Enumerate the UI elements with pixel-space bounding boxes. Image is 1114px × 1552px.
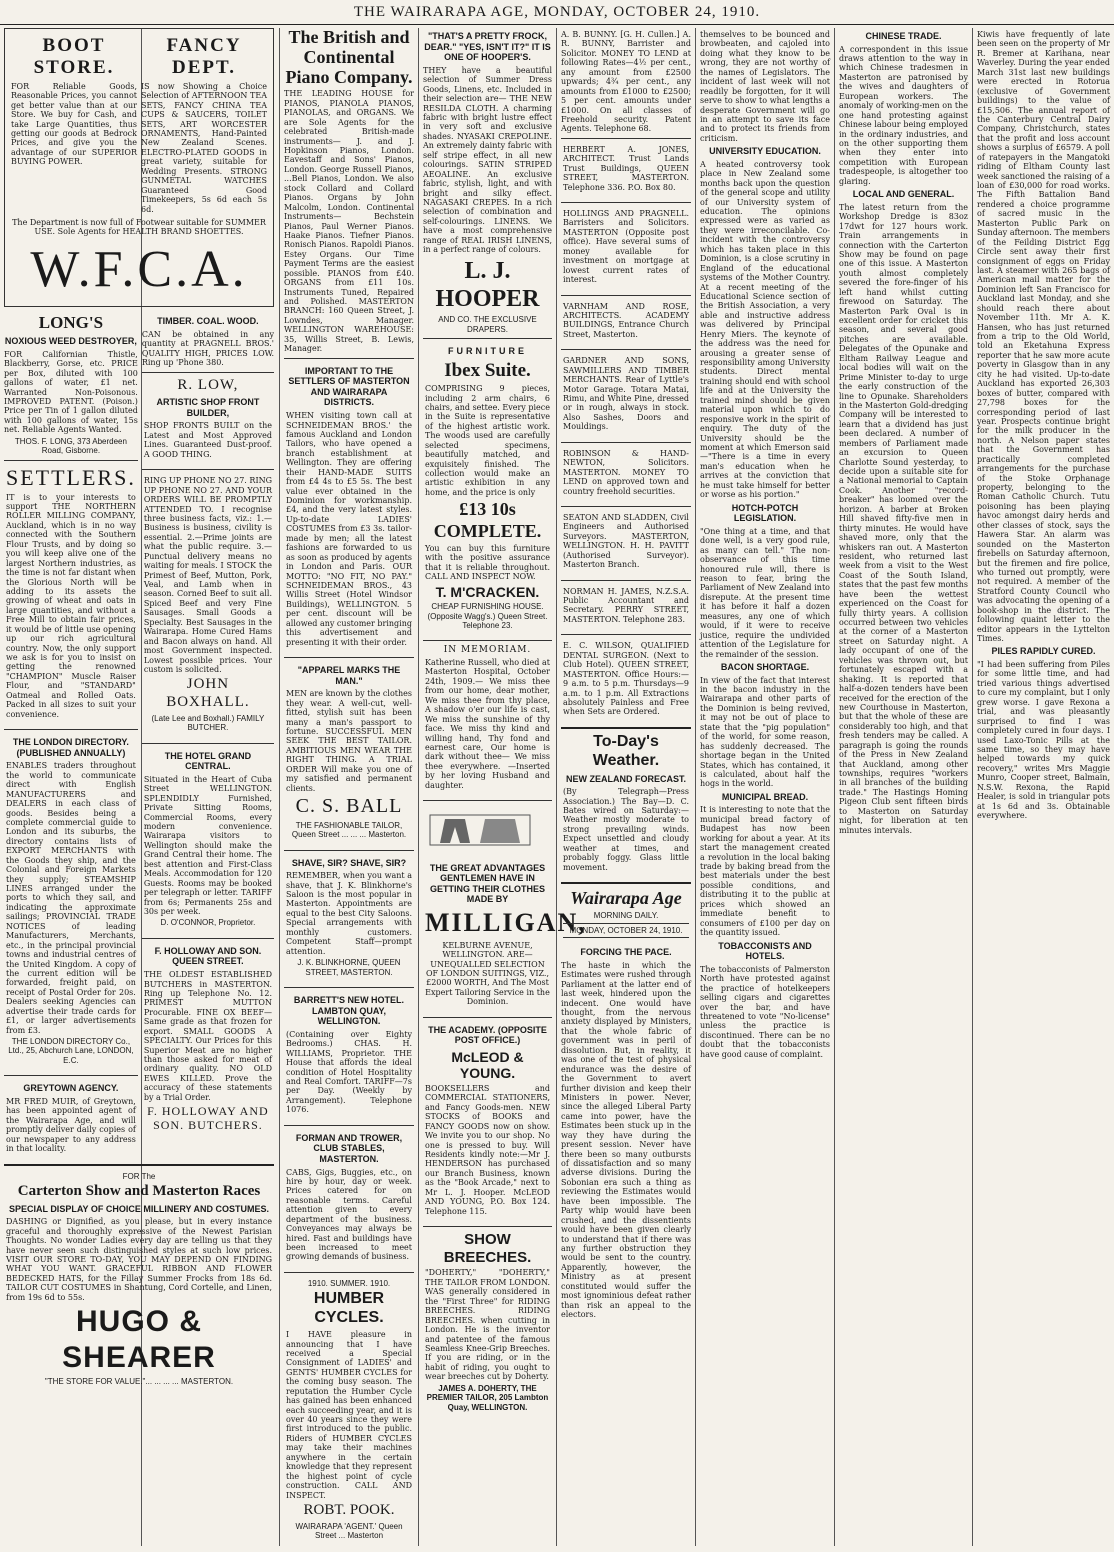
herbert-card: HERBERT A. JONES, ARCHITECT. Trust Lands Trust Buildings, QUEEN STREET, MASTERTON. Telephone 336. P.O. Box 80. <box>563 144 689 192</box>
forcing-continued: themselves to be bounced and browbeaten, and cajoled into doing what they know to be wrong, they are not worthy of the names of Legislators. The incident of last week will not readily be forgotten, for it will serve to show to what lengths a desperate Government will go in an attempt to save its face and to protect its friends from criticism. <box>700 30 830 143</box>
wfca-advert <box>4 28 274 307</box>
directory-title: THE LONDON DIRECTORY. (PUBLISHED ANNUALLY) <box>12 737 129 758</box>
holloway-text: THE OLDEST ESTABLISHED BUTCHERS in MASTERTON. Ring up Telephone No. 12. PRIMEST MUTTON Procurable. FINE OX BEEF—Same grade as that frozen for export. SMALL GOODS A SPECIALTY. Our Prices for this Superior Meat are no higher than those asked for meat of ordinary quality. NO OLD EWES KILLED. Prove the accuracy of these statements by a Trial Order. <box>143 970 272 1102</box>
column-rule <box>972 28 973 1546</box>
hotch-text: "One thing at a time, and that done well, is a very good rule, as many can tell." The non-observance of this time honoured rule will, there is reason to fear, bring the Parliament of New Zealand into disrepute. At the present time it has before it half a dozen measures, any one of which would, if it were to receive justice, require the undivided attention of the Legislature for the remainder of the session. <box>700 526 830 659</box>
weather-sub: NEW ZEALAND FORECAST. <box>566 773 686 784</box>
cycles-title: HUMBER CYCLES. <box>313 1290 385 1327</box>
forman-text: CABS, Gigs, Buggies, etc., on hire by hour, day or week. Prices catered for on reasonable terms. Careful attention given to every department of the business. Conveyances may always be hired. Fast and buildings have been increased to meet growing demands of business. <box>286 1167 412 1262</box>
tobacco-text: The tobacconists of Palmerston North have protested against the practice of hotelkeepers selling cigars and cigarettes over the bar, and have threatened to vote "No-license" unless the practice is discontinued. There can be no doubt that the tobacconists have good cause of complaint. <box>700 964 830 1059</box>
low-title: R. LOW, <box>177 376 239 393</box>
hooper-sub: AND CO. THE EXCLUSIVE DRAPERS. <box>438 315 537 334</box>
university-text: A heated controversy took place in New Zealand some months back upon the question of the general scope and utility of our University system of education. The opinions expressed were as varied as they were irreconcilable. Co-incident with the controversy which has taken place in this Dominion, is a close scrutiny in England of the educational systems of the Mother Country. At a recent meeting of the Educational Science section of the British Association, a very able and instructive address was delivered by Principal Henry Miers. The keynote of the address was the need for arousing a greater sense of responsibility among University students. Direct mental training should end with school life and at the University the trained mind should be given material upon which to do responsive work in the spirit of enquiry. The duty of the University should be the moment at which Emerson said—"There is a time in every man's education when he arrives at the conviction that he must take himself for better or worse as his portion." <box>700 159 830 500</box>
milligan-lead: THE GREAT ADVANTAGES GENTLEMEN HAVE IN GETTING THEIR CLOTHES MADE BY <box>429 862 546 905</box>
ibex-price: £13 10s COMPLETE. <box>433 499 542 541</box>
settlers-text: IT is to your interests to support THE NORTHERN ROLLER MILLING COMPANY, Auckland, which is in no way connected with the Southern Flour Trusts, and by doing so you will keep alive one of the largest Northern industries, as the time is not far distant when the Glorious North will be adding to its assets the growing of wheat and oats in large quantities, and without a Free Mill to obtain fair prices, it would be of little use opening up our rich agricultural country. Now, the only support we ask is for you to insist on getting the renowned "CHAMPION" Muscle Raiser Flour, and "STANDARD" Oatmeal and Rolled Oats. Packed in all sizes to suit your convenience. <box>6 492 136 719</box>
forcing-text: The haste in which the Estimates were rushed through Parliament at the latter end of last week, hindered upon the indecent. One would have thought, from the nervous anxiety displayed by Ministers, that the whole fabric of government was in peril of dissolution. But, in reality, it was one of the test of physical endurance was the desire of the Government to avert further division and keep their Ministers in power. Never, since the alleged Liberal Party came into power, have the Estimates been stuck up in the way they have during the present session. Never have there been so many outbursts of dissatisfaction and so many adverse divisions. During the Sobonian era such a thing as reviewing the Estimates would have been impossible. The Party whip would have been crushed, and the dissentients would have been given clearly to understand that if there was any further obstruction they would be sent to the country. Apparently, however, the Ministry as at present constituted would suffer the most ignominious defeat rather than risk an appeal to the electors. <box>561 960 691 1320</box>
column-rule <box>834 28 835 1546</box>
barrett-text: (Containing over Eighty Bedrooms.) CHAS. H. WILLIAMS, Proprietor. THE House that affords the ideal condition of Hotel Hospitality and Real Comfort. TARIFF—7s per Day. (Weekly by Arrangement). Telephone 1076. <box>286 1029 412 1115</box>
hugo-shearer-sub: "THE STORE FOR VALUE."... ... ... ... MASTERTON. <box>44 1377 234 1386</box>
weather-title: To-Day's Weather. <box>592 732 660 769</box>
furniture-label: FURNITURE <box>448 346 527 357</box>
gardner-card: GARDNER AND SONS, SAWMILLERS AND TIMBER MERCHANTS. Rear of Lyttle's Motor Garage. Totara Matai, Rimu, and White Pine, dressed or in rough, always in stock. Also Sashes, Doors and Mouldings. <box>563 356 689 432</box>
norman-card: NORMAN H. JAMES, N.Z.S.A. Public Accountant and Secretary. PERRY STREET, MASTERTON. Telephone 283. <box>563 586 689 624</box>
greytown-text: MR FRED MUIR, of Greytown, has been appointed agent of the Wairarapa Age, and will promptly deliver daily copies of our newspaper to any address in that locality. <box>6 1096 136 1154</box>
low-sub: ARTISTIC SHOP FRONT BUILDER, <box>156 397 260 418</box>
milligan-title: MILLIGAN, <box>425 908 587 937</box>
boxhall-sub: (Late Lee and Boxhall.) FAMILY BUTCHER. <box>151 713 265 733</box>
bunny-card: A. B. BUNNY. [G. H. Cullen.] A. R. BUNNY, Barrister and Solicitor. MONEY TO LEND at following Rates—4½ per cent., any amount from £2500 upwards; 4¾ per cent., any amounts from £1000 to £2500; 5 per cent. amounts under £1000. On all classes of Freehold security. Patent Agents. Telephone 68. <box>561 30 691 134</box>
pook-sub: WAIRARAPA 'AGENT.' Queen Street ... Masterton <box>295 1521 403 1541</box>
column-5 <box>561 28 691 1546</box>
column-rule <box>695 28 696 1546</box>
apparel-title: "APPAREL MARKS THE MAN." <box>297 665 401 686</box>
hugo-shearer-title: HUGO & SHEARER <box>62 1305 216 1374</box>
university-title: UNIVERSITY EDUCATION. <box>709 146 821 157</box>
forcing-title: FORCING THE PACE. <box>580 947 672 958</box>
fancy-dept-title: FANCY DEPT. <box>166 35 242 79</box>
hotel-title: THE HOTEL GRAND CENTRAL. <box>164 750 252 772</box>
local-text: The latest return from the Workshop Dredge is 83oz 17dwt for 127 hours work. Train arrangements in connection with the Carterton Show may be found on page one of this issue. A Masterton youth almost completely severed the fore-finger of his left hand whilst cutting firewood on Saturday. The Masterton Park Oval is in excellent order for cricket this season, and several good pitches are available. Delegates of the Opunake and Eltham Railway League and local bodies will wait on the Prime Minister to-day to urge the early construction of the line to Opunake. Shareholders in the Masterton Gold-dredging Company will be interested to learn that a dividend has just been declared. A number of members of Parliament made an excursion to Queen Charlotte Sound yesterday, to decide upon a suitable site for a National memorial to Captain Cook. Another "record-breaker" has loomed over the horizon. A barber at Broken Hill shaved fifty-five men in thirty minutes. He would have shaved more, only that the whiskers ran out. A Masterton resident, who returned last week from a visit to the West Coast of the South Island, states that the past few months have been the wettest experienced on the Coast for fully thirty years. A collision occurred between two vehicles at the corner of a Masterton street on Saturday night. A lady occupant of one of the vehicles was thrown out, but fortunately escaped with a shaking. It is reported that half-a-dozen tenders have been received for the erection of the new Courthouse in Masterton, but that the whole of these are considerably too high, and that fresh tenders may be called. A paragraph is going the rounds of the Press in New Zealand that Auckland, among other townships, requires "workers in all branches of the building trade." The Hastings Homing Pigeon Club sent fifteen birds to Masterton on Saturday night, for liberation at ten minutes intervals. <box>839 202 968 835</box>
department-text: The Department is now full of Footwear suitable for SUMMER USE. Sole Agents for HEALTH BRAND SHOETTES. <box>12 217 266 237</box>
timber-text: CAN be obtained in any quantity at PRAGNELL BROS.' QUALITY HIGH, PRICES LOW. Ring up 'Phone 380. <box>141 329 274 368</box>
column-1 <box>4 313 138 1159</box>
frock-text: THEY have a beautiful selection of Summer Dress Goods, Linens, etc. Included in their selection are— THE NEW RESILDA CLOTH. A charming fabric with bright lustre effect in very soft and exclusive shades. NYASAKI CREPOLINE. An extremely dainty fabric with self stripe effect, in all new colourings. SATIN STRIPED AEOALINE. An exclusive fabric, stylish, light, and with bright and silky effect. NAGASAKI CREPES. In a rich selection of combination and self-colourings. LINENS. We have a most comprehensive range of REAL IRISH LINENS, in a perfect range of colours. <box>423 65 552 255</box>
ball-sub: THE FASHIONABLE TAILOR, Queen Street ... ... ... Masterton. <box>291 820 407 840</box>
butcher-text: RING UP PHONE NO 27. RING UP PHONE NO 27. AND YOUR ORDERS WILL BE PROMPTLY ATTENDED TO. I recognise three business facts, viz.: 1.—Business is business, civility is essential. 2.—Prime joints are what the public require. 3.—Punctual delivery means no waiting for meals. I STOCK the Primest of Beef, Mutton, Pork, Veal, and Lamb when in season. Corned Beef to suit all. Spiced Beef and very Fine Sausages. Small Goods a Specialty. Best Sausages in the Wairarapa. Home Cured Hams and Bacon always on hand. All most Government inspected. Lowest possible prices. Your custom is solicited. <box>143 476 272 674</box>
age-date: MONDAY, OCTOBER 24, 1910. <box>563 923 689 938</box>
holloway-title: F. HOLLOWAY AND SON. QUEEN STREET. <box>154 945 262 967</box>
longs-sub: NOXIOUS WEED DESTROYER, <box>4 336 137 347</box>
local-continued: Kiwis have frequently of late been seen on the property of Mr R. Bremer at Karihana, near Waverley. During the year ended March 31st last new buildings were erected in Rotorua (exclusive of Government buildings) to the value of £15,506. The annual report of the Canterbury Central Dairy Company, Christchurch, states that the profit and loss account shows a surplus of £6579. A poll of ratepayers in the Mangatoki riding of Eltham County last week sanctioned the raising of a loan of £30,000 for road works. The Fifth Battalion Band rendered a choice programme of sacred music in the Masterton Public Park on Sunday afternoon. The members of the Feilding District Egg Circle sent away their first consignment of eggs on Friday last. A steamer with 265 bags of American mail matter for the Dominion left San Francisco for Auckland last Monday, and she should reach there about November 11th. Mr A. K. Hansen, who has just returned from a trip to the Old World, told an Eketahuna Express reporter that he saw more acute poverty in Glasgow than in any city he had visited. Up-to-date Auckland has exported 26,303 boxes of butter, compared with 27,798 boxes for the corresponding period of last year. Prospects continue bright for the milk producer in the north. A Nelson paper states that the Government has practically completed arrangements for the purchase of the Stoke Orphanage property, belonging to the Roman Catholic Church. Tutu poisoning has been playing havoc amongst dairy herds and other classes of stock, says the Hawera Star. An alarm was sounded on the Masterton firebells on Saturday afternoon, but the firemen and fire police, who turned out promptly, were not required. A member of the Stratford County Council who was advocating the opening of a book-shop in the district. The following quaint letter to the editor appears in the Lyttelton Times. <box>977 30 1110 643</box>
municipal-text: It is interesting to note that the municipal bread factory of Budapest has now been working for about a year. At its start the management created a revolution in the local baking trade by baking bread from the best materials under the best possible conditions, and distributing it to the public at prices which showed an immediate benefit to consumers of £100 per day on the quantity issued. <box>700 805 830 938</box>
british-piano-text: THE LEADING HOUSE for PIANOS, PIANOLA PIANOS, PIANOLAS, and ORGANS. We are Sole Agents for the celebrated British-made instruments— J. and J. Hopkinson Pianos, London. Eavestaff and Sons' Pianos, London. George Russell Pianos, ...Bell Pianos, London. We also stock Collard and Collard Pianos. Organs by John Malcolm, London. Continental Instruments— Bechstein Pianos, Paul Werner Pianos. Haake Pianos. Tiefner Pianos. Ronisch Pianos. Rapoldi Pianos. Estey Organs. Our Time Payment Terms are the easiest possible. PIANOS from £40. ORGANS from £11 10s. Instruments Tuned, Repaired and Polished. MASTERTON BRANCH: 160 Queen Street, J. Lowndes, Manager. WELLINGTON WAREHOUSE: 35, Willis Street, B. Lewis, Manager. <box>284 89 414 354</box>
breeches-title: SHOW BREECHES. <box>443 1231 532 1266</box>
varnham-card: VARNHAM AND ROSE, ARCHITECTS. ACADEMY BUILDINGS, Entrance Church Street, Masterton. <box>563 301 689 339</box>
column-7 <box>839 28 968 1546</box>
ibex-text: COMPRISING 9 pieces, including 2 arm chairs, 6 chairs, and settee. Every piece in the Suite is representative of the highest artistic work. The woods used are carefully selected specimens, beautifully matched, and exquisitely finished. The collection would make an artistic exhibition in any home, and the price is only <box>425 384 550 497</box>
piles-title: PILES RAPIDLY CURED. <box>991 646 1096 657</box>
shave-signature: J. K. BLINKHORNE, QUEEN STREET, MASTERTON. <box>297 958 401 977</box>
bacon-title: BACON SHORTAGE. <box>720 661 810 672</box>
carterton-for: FOR The <box>122 1171 156 1181</box>
hooper-title: L. J. HOOPER <box>435 257 540 312</box>
academy-name: McLEOD & YOUNG. <box>451 1048 524 1082</box>
settlers-title: SETTLERS. <box>6 464 136 490</box>
ball-title: C. S. BALL <box>295 795 403 818</box>
shave-text: REMEMBER, when you want a shave, that J. K. Blinkhorne's Saloon is the most popular in Masterton. Appointments are equal to the best City Saloons. Special arrangements with monthly customers. Competent Staff—prompt attention. <box>286 871 412 956</box>
breeches-text: "DOHERTY," "DOHERTY," THE TAILOR FROM LONDON. WAS generally considered in the "First Three" for RIDING BREECHES. RIDING BREECHES. when cutting in London. He is the inventor and patentee of the famous Seamless Knee-Grip Breeches. If you are riding, or in the habit of riding, you ought to wear breeches cut by Doherty. <box>425 1268 550 1382</box>
low-text: SHOP FRONTS BUILT on the Latest and Most Approved Lines. Guaranteed Dust-proof. A GOOD THING. <box>143 421 272 459</box>
timber-title: TIMBER. COAL. WOOD. <box>157 316 259 327</box>
carterton-text: DASHING or Dignified, as you please, but in every instance graceful and thoroughly expressive of the Newest Parisian Thoughts. No wonder Ladies every day are telling us that they have never seen such distinguished styles at such low prices. VISIT OUR STORE TO-DAY, YOU MAY DEPEND ON FINDING WHAT YOU WANT. GRACEFUL RIBBON AND FLOWER BEDECKED HATS, for the Fillay Summer Frocks from 18s 6d. TAILOR CUT COSTUMES in Shantung, Cord Cortelle, and Linen, from 19s 6d to 55s. <box>6 1217 272 1302</box>
academy-text: BOOKSELLERS and COMMERCIAL STATIONERS, and Fancy Goods-men. NEW STOCKS of BOOKS and FANCY GOODS now on show. We invite you to our shop. No one is pressed to buy. Will Residents kindly note:—Mr J. HENDERSON has purchased our Branch Business, known as the "Book Arcade," next to Mr L. J. Hooper. McLEOD AND YOUNG, P.O. Box 124. Telephone 115. <box>425 1083 550 1216</box>
schneideman-text: WHEN visiting town call at SCHNEIDEMAN BROS.' the famous Auckland and London Tailors, who have opened a branch establishment at Wellington. They are offering their HAND-MADE SUITS from £4 4s to £5 5s. The best value ever obtained in the Dominion for workmanship. £4, and the very latest styles. Up-to-date LADIES' COSTUMES from £3 3s. tailor-made by men; all the latest fashions are forwarded to us as soon as produced by agents in London and Paris. OUR MOTTO: "NO FIT, NO PAY." SCHNEIDEMAN BROS., 43 Willis Street (Hotel Windsor Buildings), WELLINGTON. 5 per cent. discount will be allowed any customer bringing this advertisement and presenting it with their order. <box>286 411 412 647</box>
hollings-card: HOLLINGS AND PRAGNELL. Barristers and Solicitors. MASTERTON (Opposite post office). Have several sums of money available for investment on mortgage at lowest current rates of interest. <box>563 209 689 285</box>
age-sub: MORNING DAILY. <box>593 911 659 921</box>
apparel-text: MEN are known by the clothes they wear. A well-cut, well-fitted, stylish suit has been many a man's passport to fortune. SUCCESSFUL MEN SEEK THE BEST TAILOR. AMBITIOUS MEN WEAR THE RIGHT THING. A TRIAL ORDER Will make you one of my satisfied and permanent clients. <box>286 689 412 793</box>
page-masthead: THE WAIRARAPA AGE, MONDAY, OCTOBER 24, 1910. <box>0 0 1114 25</box>
hotch-title: HOTCH-POTCH LEGISLATION. <box>731 502 799 524</box>
academy-title: THE ACADEMY. (OPPOSITE POST OFFICE.) <box>428 1024 547 1046</box>
chinese-text: A correspondent in this issue draws attention to the way in which Chinese tradesmen in Masterton are patronised by the wives and daughters of European workers. The anomaly of working-men on the one hand protesting against Chinese labour being employed in the ordinary industries, and on the other supporting them when they enter into competition with European tradespeople, is altogether too glaring. <box>839 44 968 186</box>
robinson-card: ROBINSON & HAND-NEWTON, Solicitors. MASTERTON. MONEY TO LEND on approved town and country freehold securities. <box>563 448 689 496</box>
column-6 <box>700 28 830 1546</box>
cycles-text: I HAVE pleasure in announcing that I have received a Special Consignment of LADIES' and GENTS' HUMBER CYCLES for the coming busy season. The reputation the Humber Cycle has gained has been enhanced each succeeding year, and it is over 40 years since they were first introduced to the public. Riders of HUMBER CYCLES may take their machines anywhere in the certain knowledge that they represent the highest point of cycle construction. CALL AND INSPECT. <box>286 1330 412 1500</box>
frock-title: "THAT'S A PRETTY FROCK, DEAR." "YES, ISN'T IT?" IT IS ONE OF HOOPER'S. <box>424 31 551 63</box>
wilson-card: E. C. WILSON, QUALIFIED DENTAL SURGEON. (Next to Club Hotel). QUEEN STREET, MASTERTON. Office Hours:—9 a.m. to 5 p.m. Thursdays—9 a.m. to 1 p.m. All Extractions absolutely Painless and Free when Sets are Ordered. <box>563 641 689 717</box>
memoriam-title: IN MEMORIAM. <box>443 645 532 656</box>
wfca-logo: W.F.C.A. <box>30 240 248 298</box>
local-title: LOCAL AND GENERAL. <box>852 189 955 200</box>
hotel-text: Situated in the Heart of Cuba Street WELLINGTON. SPLENDIDLY Furnished, Private Sitting Rooms, Commercial Rooms, every modern convenience. Wairarapa visitors to Wellington should make the Grand Central their home. The best attention and First-Class Meals. Accommodation for 120 Guests. Rooms may be booked per telegraph or letter. TARIFF from 6s; Permanents 25s and 30s per week. <box>143 774 272 916</box>
milligan-text: KELBURNE AVENUE, WELLINGTON. ARE— UNEQUALLED SELECTION OF LONDON SUITINGS, VIZ., £2000 WORTH, And The Most Expert Tailoring Service in the Dominion. <box>425 940 550 1007</box>
ibex-title: Ibex Suite. <box>444 359 531 381</box>
british-piano-title: The British and Continental Piano Company. <box>285 27 413 87</box>
weather-text: (By Telegraph—Press Association.) The Bay—D. C. Bates wired on Saturday:— Weather mostly moderate to strong prevailing winds. Expect unsettled and cloudy weather at times, and probably foggy. Glass little movement. <box>563 787 689 872</box>
shave-title: SHAVE, SIR? SHAVE, SIR? <box>291 857 407 868</box>
column-8 <box>977 28 1110 1546</box>
boot-store-text: FOR Reliable Goods, Reasonable Prices, you cannot get better value than at our Store. We buy for Cash, and take Large Quantities, thus getting our goods at Bedrock Prices, and give you the advantage of our SUPERIOR BUYING POWER. <box>11 81 137 167</box>
barrett-title: BARRETT'S NEW HOTEL. LAMBTON QUAY, WELLINGTON. <box>293 994 405 1027</box>
seaton-card: SEATON AND SLADDEN, Civil Engineers and Authorised Surveyors. MASTERTON, WELLINGTON. H. H. PAVITT (Authorised Surveyor). Masterton Branch. <box>563 512 689 570</box>
boot-store-title: BOOT STORE. <box>33 35 115 79</box>
column-2 <box>142 313 274 1159</box>
boxhall-title: JOHN BOXHALL. <box>166 676 250 711</box>
mcracken-sub: CHEAP FURNISHING HOUSE. (Opposite Wagg's.) Queen Street. Telephone 23. <box>427 602 548 630</box>
trousers-illustration <box>425 809 535 853</box>
bacon-text: In view of the fact that interest in the bacon industry in the Wairarapa and other parts of the Dominion is being revived, it may not be out of place to state that the "pig population" of the world, for some reason, has suddenly decreased. The shortage began in the United States, which has contained, it is calculated, about half the hogs in the world. <box>700 675 830 789</box>
hugo-shearer-advert <box>4 1164 274 1393</box>
holloway-signature: F. HOLLOWAY AND SON. BUTCHERS. <box>147 1104 269 1133</box>
column-1-2 <box>4 28 274 1546</box>
forman-title: FORMAN AND TROWER, CLUB STABLES, MASTERTON. <box>295 1132 403 1164</box>
carterton-sub: SPECIAL DISPLAY OF CHOICE MILLINERY AND COSTUMES. <box>8 1203 270 1214</box>
hotel-proprietor: D. O'CONNOR, Proprietor. <box>160 918 256 928</box>
column-rule <box>418 28 419 1546</box>
column-rule <box>279 28 280 1546</box>
longs-address: THOS. F. LONG, 373 Aberdeen Road, Gisborne. <box>14 436 127 456</box>
carterton-title: Carterton Show and Masterton Races <box>17 1182 261 1199</box>
directory-text: ENABLES traders throughout the world to communicate direct with English MANUFACTURERS and DEALERS in each class of goods. Besides being a complete commercial guide to London and its suburbs, the directory contains lists of EXPORT MERCHANTS with the Goods they ship, and the Colonial and Foreign Markets they supply; STEAMSHIP LINES arranged under the ports to which they sail, and indicating the approximate sailings; PROVINCIAL TRADE NOTICES of leading Manufacturers, Merchants, etc., in the principal provincial towns and industrial centres of the United Kingdom. A copy of the current edition will be forwarded, freight paid, on receipt of Postal Order for 20s. Dealers seeking Agencies can advertise their trade cards for £1, or larger advertisements from £3. <box>6 761 136 1035</box>
greytown-title: GREYTOWN AGENCY. <box>23 1083 119 1094</box>
chinese-title: CHINESE TRADE. <box>865 31 942 41</box>
longs-title: LONG'S <box>38 313 104 333</box>
fancy-dept-text: IS now Showing a Choice Selection of AFTERNOON TEA SETS, FANCY CHINA TEA CUPS & SAUCERS, TOILET SETS, ART WORCESTER ORNAMENTS, Hand-Painted New Zealand Scenes. ELECTRO-PLATED GOODS in great variety, suitable for Wedding Presents. STRONG GUNMETAL WATCHES Guaranteed Good Timekeepers, 5s 6d each 5s 6d. <box>141 81 267 214</box>
mcracken-title: T. M'CRACKEN. <box>435 583 540 600</box>
doherty-signature: JAMES A. DOHERTY, THE PREMIER TAILOR, 205 Lambton Quay, WELLINGTON. <box>426 1383 549 1412</box>
column-3 <box>284 28 414 1546</box>
schneideman-title: IMPORTANT TO THE SETTLERS OF MASTERTON AND WAIRARAPA DISTRICTS. <box>288 365 410 408</box>
column-rule <box>556 28 557 1546</box>
directory-address: THE LONDON DIRECTORY Co., Ltd., 25, Abchurch Lane, LONDON, E.C. <box>8 1037 134 1065</box>
cycles-year: 1910. SUMMER. 1910. <box>307 1278 391 1288</box>
longs-text: FOR Californian Thistle, Blackberry, Gorse, etc. PRICE per Box, diluted with 100 gallons of water, £1 net. Warranted Non-Poisonous. IMPROVED PATENT. (Poison.) Price per Tin of 1 gallon diluted with 100 gallons of water, 15s net. Reliable Agents Wanted. <box>4 349 138 435</box>
age-title: Wairarapa Age <box>570 888 682 909</box>
pook-title: ROBT. POOK. <box>303 1501 395 1518</box>
column-4 <box>423 28 587 1546</box>
tobacco-title: TOBACCONISTS AND HOTELS. <box>718 940 812 962</box>
ibex-text-2: You can buy this furniture with the positive assurance that it is reliable throughout. CALL AND INSPECT NOW. <box>425 543 550 582</box>
memoriam-text: Katherine Russell, who died at Masterton Hospital, October 24th, 1909.— We miss thee from our home, dear mother, We miss thee from thy place, A shadow o'er our life is cast, We miss the sunshine of thy face. We miss thy kind and willing hand, Thy fond and earnest care, Our home is dark without thee— We miss thee everywhere. —Inserted by her loving Husband and daughter. <box>425 658 550 790</box>
municipal-title: MUNICIPAL BREAD. <box>721 791 809 802</box>
piles-text: "I had been suffering from Piles for some little time, and had tried various things advertised to cure my complaint, but I only grew worse. I gave Rexona a trial, and was pleasantly surprised to find I was completely cured in four days. I used Laxo-Tonic Pills at the same time, so they may have helped towards my quick recovery," writes Mrs Maggie Munro, Cooper street, Balmain, N.S.W. Rexona, the Rapid Healer, is sold in triangular pots at 1s 6d and 3s. Obtainable everywhere. <box>977 660 1110 821</box>
